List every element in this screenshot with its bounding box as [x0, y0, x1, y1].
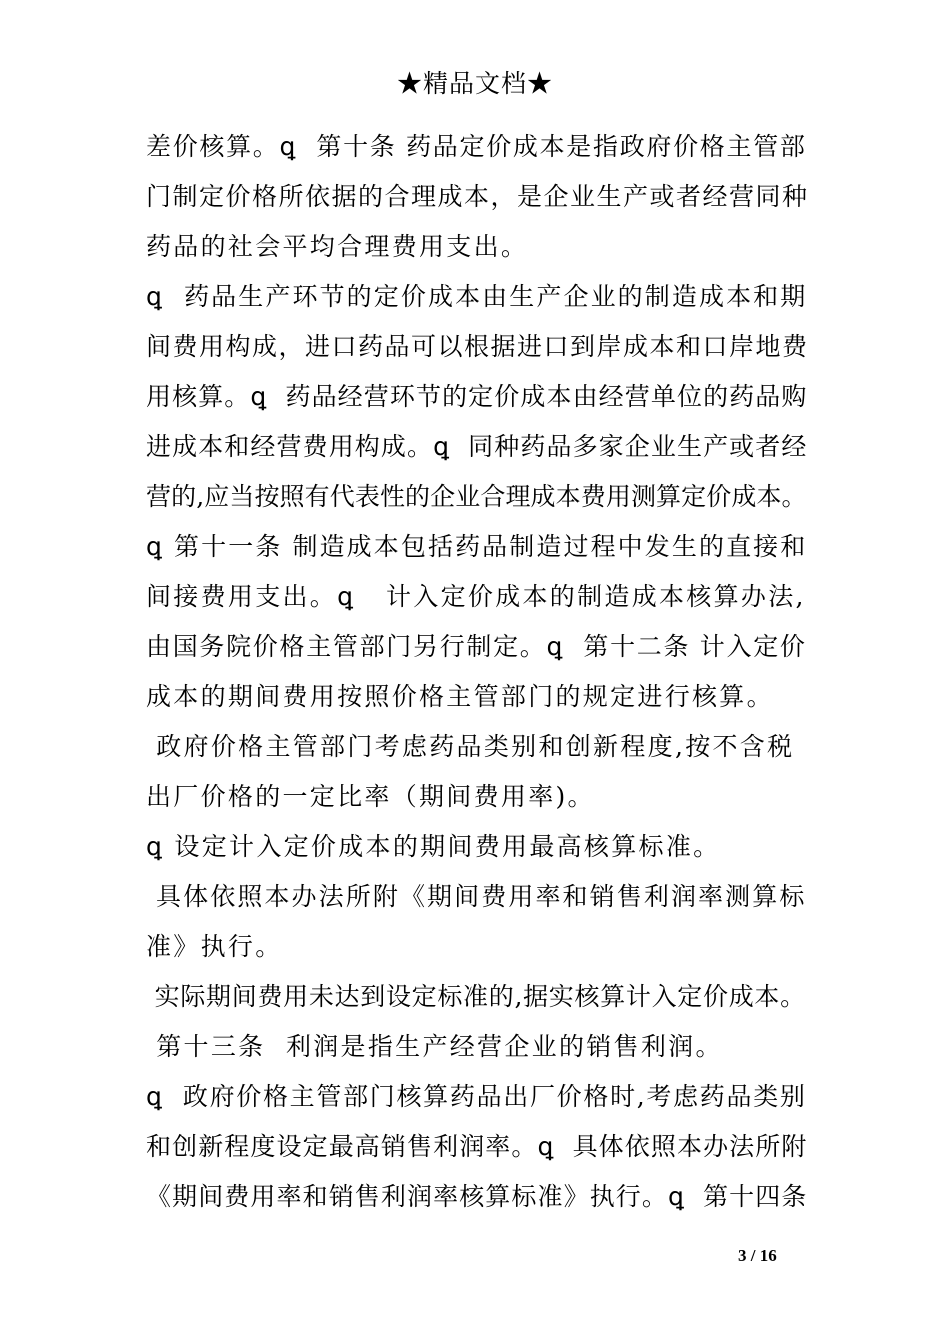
text-line: 间接费用支出。ꝗ 计入定价成本的制造成本核算办法,: [146, 582, 806, 611]
text-line: 进成本和经营费用构成。ꝗ 同种药品多家企业生产或者经: [146, 432, 808, 461]
text-line: 用核算。ꝗ 药品经营环节的定价成本由经营单位的药品购: [146, 382, 808, 411]
text-line: 由国务院价格主管部门另行制定。ꝗ 第十二条 计入定价: [146, 632, 807, 661]
text-line: 营的,应当按照有代表性的企业合理成本费用测算定价成本。: [146, 482, 807, 511]
text-line: 差价核算。ꝗ 第十条 药品定价成本是指政府价格主管部: [146, 132, 807, 161]
text-line: ꝗ 设定计入定价成本的期间费用最高核算标准。: [146, 832, 721, 861]
text-line: 第十三条 利润是指生产经营企业的销售利润。: [146, 1032, 723, 1061]
text-line: 实际期间费用未达到设定标准的,据实核算计入定价成本。: [146, 982, 806, 1011]
text-line: 药品的社会平均合理费用支出。: [146, 232, 529, 261]
text-line: ꝗ 政府价格主管部门核算药品出厂价格时,考虑药品类别: [146, 1082, 807, 1111]
page-header-title: ★精品文档★: [396, 69, 553, 98]
text-line: 间费用构成，进口药品可以根据进口到岸成本和口岸地费: [146, 332, 809, 361]
text-line: 和创新程度设定最高销售利润率。ꝗ 具体依照本办法所附: [146, 1132, 808, 1161]
page-number: 3 / 16: [738, 1246, 777, 1265]
text-line: 具体依照本办法所附《期间费用率和销售利润率测算标: [146, 882, 807, 911]
text-line: 政府价格主管部门考虑药品类别和创新程度,按不含税: [146, 732, 795, 761]
text-line: ꝗ 第十一条 制造成本包括药品制造过程中发生的直接和: [146, 532, 808, 561]
text-line: ꝗ 药品生产环节的定价成本由生产企业的制造成本和期: [146, 282, 808, 311]
text-line: 出厂价格的一定比率（期间费用率)。: [146, 782, 595, 811]
document-body: [146, 122, 810, 1222]
text-line: 准》执行。: [146, 932, 283, 961]
text-line: 《期间费用率和销售利润率核算标准》执行。ꝗ 第十四条: [146, 1182, 808, 1211]
text-line: 成本的期间费用按照价格主管部门的规定进行核算。: [146, 682, 774, 711]
text-line: 门制定价格所依据的合理成本，是企业生产或者经营同种: [146, 182, 809, 211]
